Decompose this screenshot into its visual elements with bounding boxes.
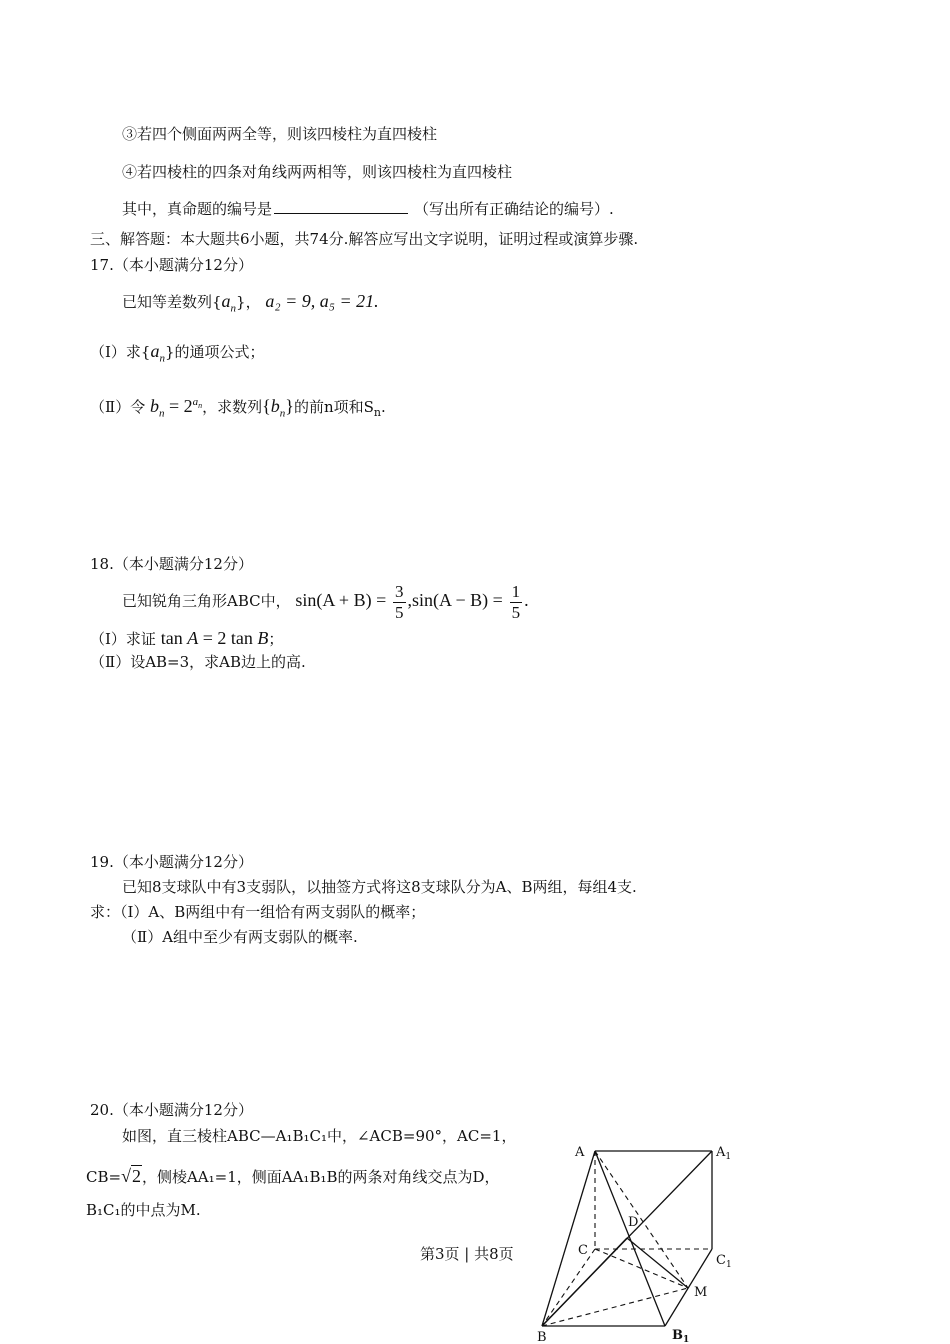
answer-prompt-suffix: （写出所有正确结论的编号）. <box>414 200 614 218</box>
q20-line2-prefix: CB= <box>86 1168 122 1186</box>
q20-line2-suffix: ，侧棱AA₁=1，侧面AA₁B₁B的两条对角线交点为D， <box>141 1168 500 1186</box>
q18-part1-suffix: ； <box>268 630 284 648</box>
q18-header: 18.（本小题满分12分） <box>90 555 253 573</box>
q17-part2-prefix: （Ⅱ）令 <box>90 398 146 416</box>
diagonal-AB1 <box>595 1151 665 1326</box>
sqrt-two: √2 <box>121 1166 141 1186</box>
q18-tan-equation: tan A = 2 tan B <box>160 628 269 648</box>
q18-part1 <box>90 628 283 649</box>
q17-part1 <box>90 341 265 369</box>
q19-part1: 求：（Ⅰ）A、B两组中有一组恰有两支弱队的概率； <box>90 903 426 921</box>
label-B1: $B_1$ <box>672 1328 690 1344</box>
q20-line3: B₁C₁的中点为M. <box>86 1201 201 1219</box>
label-D: D <box>628 1215 639 1230</box>
q17-stem-equation: a₂ = 9, a₅ = 21. <box>265 291 379 311</box>
page-footer: 第3页 | 共8页 <box>420 1245 514 1263</box>
q18-sin-sum: sin(A + B) = <box>295 590 387 610</box>
answer-prompt-prefix: 其中，真命题的编号是 <box>122 200 273 218</box>
q18-stem-end: . <box>524 590 529 610</box>
prism-figure <box>530 1136 740 1344</box>
answer-blank[interactable] <box>274 199 408 214</box>
edge-AB <box>542 1151 595 1326</box>
q17-stem-prefix: 已知等差数列{ <box>122 293 222 311</box>
q17-an-symbol: $a_n$ <box>221 291 237 315</box>
q18-sin-diff: ,sin(A − B) = <box>407 590 503 610</box>
item-3: ③若四个侧面两两全等，则该四棱柱为直四棱柱 <box>122 125 438 143</box>
label-A: A <box>575 1145 585 1160</box>
q17-bn-definition: $b_n = 2^{a_n}$ <box>149 396 203 420</box>
segment-DM <box>627 1238 688 1288</box>
section-heading: 三、解答题：本大题共6小题，共74分.解答应写出文字说明，证明过程或演算步骤. <box>90 230 639 248</box>
q17-header: 17.（本小题满分12分） <box>90 256 253 274</box>
q18-stem-prefix: 已知锐角三角形ABC中， <box>122 592 291 610</box>
item-4: ④若四棱柱的四条对角线两两相等，则该四棱柱为直四棱柱 <box>122 163 513 181</box>
answer-prompt <box>122 199 614 219</box>
q17-part2-suffix: 的前n项和S <box>293 398 374 416</box>
q19-part2: （Ⅱ）A组中至少有两支弱队的概率. <box>122 928 358 946</box>
q17-part1-suffix: }的通项公式； <box>164 343 265 361</box>
q18-part1-prefix: （Ⅰ）求证 <box>90 630 156 648</box>
label-A1: $A_1$ <box>716 1145 732 1162</box>
label-B: B <box>537 1330 547 1344</box>
q17-bn-set: $\{b_n\}$ <box>262 396 294 420</box>
q17-part2-end: . <box>380 398 386 416</box>
q18-fraction-1: $\frac{3}{5}$ <box>395 581 404 622</box>
q20-line1: 如图，直三棱柱ABC—A₁B₁C₁中，∠ACB=90°，AC=1， <box>122 1127 517 1145</box>
q17-stem-mid: }， <box>236 293 261 311</box>
q19-header: 19.（本小题满分12分） <box>90 853 253 871</box>
q20-line2 <box>86 1166 500 1187</box>
q20-header: 20.（本小题满分12分） <box>90 1101 253 1119</box>
q17-part1-prefix: （Ⅰ）求{ <box>90 343 151 361</box>
label-C: C <box>578 1243 588 1258</box>
q18-stem <box>122 578 529 623</box>
q17-stem <box>122 291 379 319</box>
q18-part2: （Ⅱ）设AB=3，求AB边上的高. <box>90 653 306 671</box>
label-C1: $C_1$ <box>716 1253 732 1270</box>
label-M: M <box>694 1285 708 1300</box>
q17-part2-mid: ，求数列 <box>202 398 263 416</box>
q17-part2: （Ⅱ）令 $b_n = 2^{a_n}$，求数列$\{b_n\}$的前n项和$S_n$. <box>90 396 386 420</box>
q17-an-symbol-2: $a_n$ <box>150 341 165 365</box>
q19-stem: 已知8支球队中有3支弱队，以抽签方式将这8支球队分为A、B两组，每组4支. <box>122 878 637 896</box>
q18-fraction-2: $\frac{1}{5}$ <box>511 581 521 622</box>
